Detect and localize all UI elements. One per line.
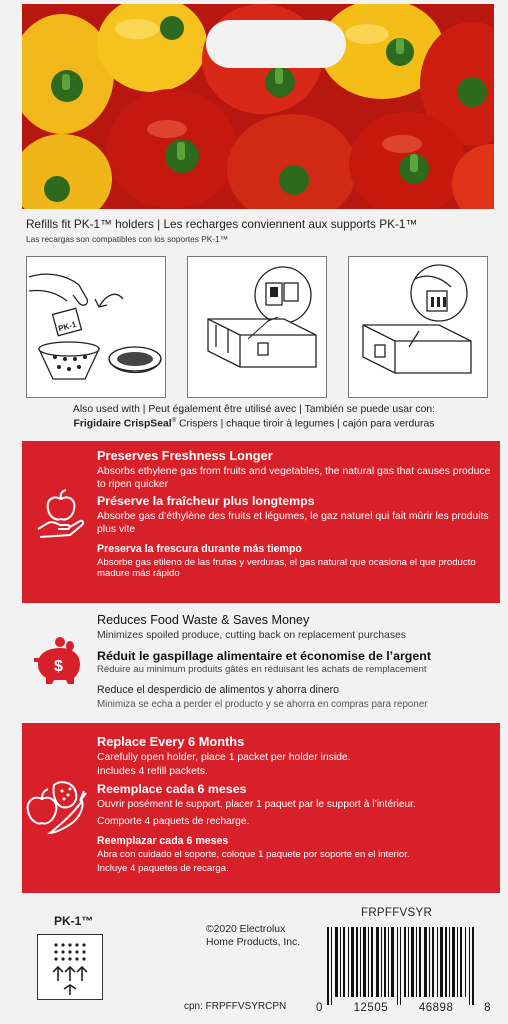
- hang-hole: [206, 20, 346, 68]
- freshness-body-en: Absorbs ethylene gas from fruits and vegetables, the natural gas that causes produce to ripen quicker: [97, 466, 491, 490]
- copyright: [206, 923, 300, 949]
- package-footer: [0, 896, 508, 1024]
- copyright-line-1: ©2020 Electrolux: [206, 924, 286, 935]
- upc-digit-group: 12505: [353, 1002, 389, 1014]
- instruction-steps: [26, 256, 488, 400]
- freshness-section: [22, 441, 500, 603]
- step-3-panel: [348, 256, 488, 398]
- waste-body-es: Minimiza se echa a perder el producto y se ahorra en compras para reponer: [97, 699, 428, 711]
- insert-packet-icon: [349, 257, 487, 397]
- waste-body-en: Minimizes spoiled produce, cutting back on replacement purchases: [97, 630, 406, 641]
- also-line-2-rest: Crispers | chaque tiroir à legumes | cajón para verduras: [176, 418, 435, 430]
- refills-line-2: Las recargas son compatibles con los soportes PK-1™: [26, 234, 228, 244]
- crisper-drawer-icon: [188, 257, 326, 397]
- replace-body-es-2: Incluye 4 paquetes de recarga.: [97, 862, 229, 874]
- replace-body-es-1: Abra con cuidado el soporte, coloque 1 paquete por soporte en el interior.: [97, 849, 410, 861]
- waste-title-fr: Réduit le gaspillage alimentaire et économise de l’argent: [97, 648, 431, 663]
- freshness-title-fr: Préserve la fraîcheur plus longtemps: [97, 494, 315, 509]
- freshness-title-es: Preserva la frescura durante más tiempo: [97, 542, 302, 555]
- copyright-line-2: Home Products, Inc.: [206, 937, 301, 948]
- replace-text: [97, 734, 494, 875]
- waste-section: [22, 606, 500, 720]
- step-1-panel: [26, 256, 166, 398]
- waste-body-fr: Réduire au minimum produits gâtés en réduisant les achats de remplacement: [97, 663, 427, 675]
- waste-title-en: Reduces Food Waste & Saves Money: [97, 613, 310, 627]
- replace-section: [22, 723, 500, 893]
- replace-title-es: Reemplazar cada 6 meses: [97, 835, 229, 848]
- refills-info: [26, 217, 496, 244]
- replace-body-en-2: Includes 4 refill packets.: [97, 765, 208, 777]
- svg-text:$: $: [54, 658, 63, 675]
- step-2-panel: [187, 256, 327, 398]
- replace-body-en-1: Carefully open holder, place 1 packet per holder inside.: [97, 752, 351, 763]
- brand-name: Frigidaire CrispSeal: [73, 418, 172, 430]
- upc-digit-group: 0: [316, 1002, 323, 1014]
- pk1-label: PK-1™: [54, 914, 94, 928]
- waste-title-es: Reduce el desperdicio de alimentos y ahorra dinero: [97, 684, 340, 697]
- freshness-text: [97, 448, 494, 580]
- also-line-2: [0, 418, 508, 429]
- brand-mark: ®: [171, 418, 177, 424]
- hand-dropping-packet-icon: [27, 257, 165, 397]
- upc-digit-group: 8: [484, 1002, 491, 1014]
- also-line-1: Also used with | Peut également être utilisé avec | También se puede usar con:: [72, 404, 436, 415]
- sku-code: FRPFFVSYR: [361, 907, 433, 919]
- piggy-bank-icon: [30, 634, 86, 693]
- peppers-photo: [22, 4, 494, 209]
- freshness-body-es: Absorbe gas etileno de las frutas y verduras, el gas natural que ocasiona el que producto madure más rápido: [97, 556, 476, 580]
- freshness-body-fr: Absorbe gas d’éthylène des fruits et légumes, le gaz naturel qui fait mûrir les produits plus vite: [97, 511, 489, 536]
- also-used-with: [0, 404, 508, 429]
- hand-holding-apple-icon: [36, 489, 86, 546]
- waste-text: [97, 613, 494, 711]
- freshness-title-en: Preserves Freshness Longer: [97, 448, 273, 463]
- refills-line-1: Refills fit PK-1™ holders | Les recharges conviennent aux supports PK-1™: [26, 217, 418, 231]
- fruits-vegetables-icon: [24, 773, 88, 842]
- upc-digits: [316, 1002, 491, 1014]
- pk1-ventilated-holder-icon: [37, 934, 103, 1000]
- replace-title-en: Replace Every 6 Months: [97, 734, 245, 749]
- upc-barcode: [327, 927, 475, 1005]
- cpn-code: cpn: FRPFFVSYRCPN: [184, 1001, 287, 1012]
- replace-body-fr-2: Comporte 4 paquets de recharge.: [97, 815, 250, 827]
- upc-digit-group: 46898: [418, 1002, 454, 1014]
- replace-title-fr: Reemplace cada 6 meses: [97, 782, 247, 797]
- replace-body-fr-1: Ouvrir posément le support, placer 1 paquet par le support à l’intérieur.: [97, 799, 416, 811]
- step-1-label: PK-1: [57, 319, 78, 334]
